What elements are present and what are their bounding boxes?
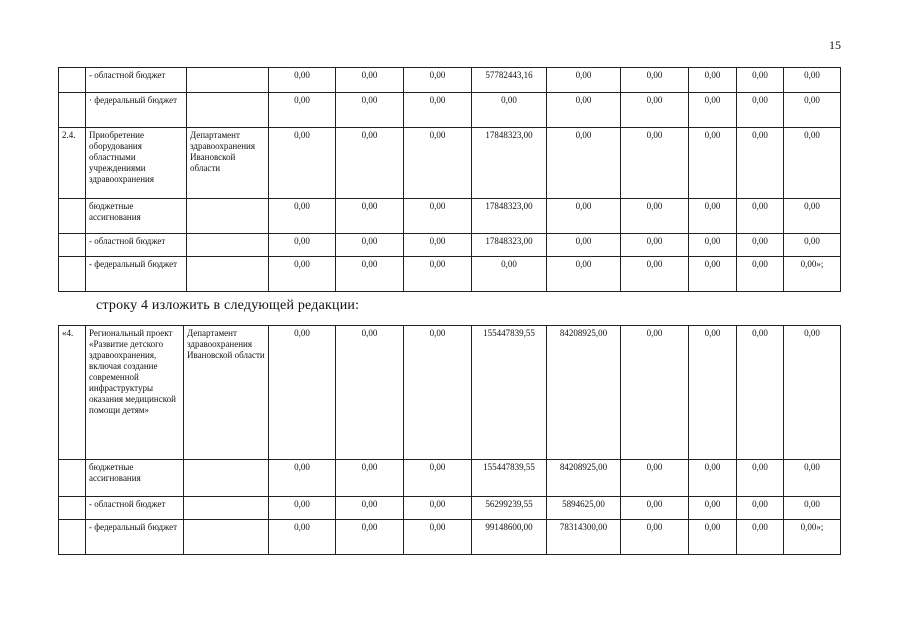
value-cell: 0,00 xyxy=(472,257,547,292)
value-cell: 0,00 xyxy=(737,520,784,555)
value-cell: 0,00 xyxy=(784,234,841,257)
value-cell: 0,00 xyxy=(689,460,737,497)
table-row xyxy=(59,68,841,93)
value-cell: 17848323,00 xyxy=(472,128,547,199)
value-cell: 0,00 xyxy=(336,68,404,93)
value-cell: 0,00 xyxy=(269,460,336,497)
value-cell: 0,00 xyxy=(269,128,336,199)
row-number-cell xyxy=(59,460,86,497)
value-cell: 0,00 xyxy=(269,93,336,128)
amendment-instruction: строку 4 изложить в следующей редакции: xyxy=(96,298,360,313)
value-cell: 0,00 xyxy=(336,460,404,497)
item-name-cell: - федеральный бюджет xyxy=(86,520,184,555)
executor-cell xyxy=(187,68,269,93)
value-cell: 0,00 xyxy=(689,497,737,520)
value-cell: 0,00 xyxy=(621,497,689,520)
executor-cell xyxy=(187,93,269,128)
value-cell: 0,00 xyxy=(547,93,621,128)
table-row xyxy=(59,326,841,460)
value-cell: 0,00 xyxy=(689,93,737,128)
value-cell: 0,00 xyxy=(547,68,621,93)
row-number-cell xyxy=(59,68,86,93)
value-cell: 0,00 xyxy=(621,199,689,234)
value-cell: 0,00»; xyxy=(784,520,841,555)
value-cell: 0,00 xyxy=(269,326,336,460)
value-cell: 0,00 xyxy=(547,199,621,234)
item-name-cell: - областной бюджет xyxy=(86,497,184,520)
table-body xyxy=(59,68,841,292)
value-cell: 0,00 xyxy=(336,497,404,520)
value-cell: 57782443,16 xyxy=(472,68,547,93)
value-cell: 0,00 xyxy=(404,326,472,460)
value-cell: 99148600,00 xyxy=(472,520,547,555)
budget-table-continued xyxy=(58,67,841,292)
value-cell: 0,00 xyxy=(784,460,841,497)
executor-cell xyxy=(187,257,269,292)
value-cell: 5894625,00 xyxy=(547,497,621,520)
value-cell: 0,00 xyxy=(784,128,841,199)
item-name-cell: бюджетные ассигнования xyxy=(86,460,184,497)
value-cell: 0,00 xyxy=(689,199,737,234)
value-cell: 0,00 xyxy=(336,520,404,555)
value-cell: 0,00 xyxy=(269,520,336,555)
value-cell: 0,00 xyxy=(404,257,472,292)
value-cell: 0,00 xyxy=(737,326,784,460)
value-cell: 0,00 xyxy=(737,93,784,128)
value-cell: 0,00 xyxy=(689,520,737,555)
item-name-cell: - областной бюджет xyxy=(86,68,187,93)
value-cell: 17848323,00 xyxy=(472,234,547,257)
value-cell: 0,00 xyxy=(737,199,784,234)
budget-table-row-4 xyxy=(58,325,841,555)
value-cell: 78314300,00 xyxy=(547,520,621,555)
item-name-cell: бюджетные ассигнования xyxy=(86,199,187,234)
value-cell: 0,00 xyxy=(404,520,472,555)
value-cell: 0,00 xyxy=(689,326,737,460)
value-cell: 0,00 xyxy=(621,68,689,93)
value-cell: 0,00 xyxy=(404,234,472,257)
table-row xyxy=(59,460,841,497)
table-row xyxy=(59,128,841,199)
value-cell: 0,00 xyxy=(621,93,689,128)
value-cell: 0,00 xyxy=(621,520,689,555)
value-cell: 0,00 xyxy=(404,497,472,520)
value-cell: 0,00 xyxy=(547,234,621,257)
value-cell: 0,00 xyxy=(621,128,689,199)
table-body xyxy=(59,326,841,555)
value-cell: 0,00 xyxy=(336,93,404,128)
row-number-cell xyxy=(59,497,86,520)
value-cell: 0,00 xyxy=(336,326,404,460)
value-cell: 0,00 xyxy=(621,326,689,460)
item-name-cell: Приобретение оборудования областными учреждениями здравоохранения xyxy=(86,128,187,199)
value-cell: 0,00 xyxy=(269,199,336,234)
value-cell: 0,00 xyxy=(269,257,336,292)
value-cell: 0,00 xyxy=(404,460,472,497)
value-cell: 0,00 xyxy=(737,128,784,199)
value-cell: 0,00 xyxy=(737,460,784,497)
table-row xyxy=(59,199,841,234)
value-cell: 84208925,00 xyxy=(547,326,621,460)
value-cell: 0,00 xyxy=(737,68,784,93)
executor-cell xyxy=(187,199,269,234)
executor-cell: Департамент здравоохранения Ивановской области xyxy=(187,128,269,199)
executor-cell xyxy=(184,520,269,555)
value-cell: 0,00 xyxy=(404,93,472,128)
row-number-cell xyxy=(59,520,86,555)
value-cell: 0,00 xyxy=(784,326,841,460)
value-cell: 0,00 xyxy=(621,460,689,497)
value-cell: 0,00 xyxy=(269,234,336,257)
value-cell: 0,00 xyxy=(689,234,737,257)
value-cell: 0,00 xyxy=(621,234,689,257)
value-cell: 0,00 xyxy=(404,128,472,199)
item-name-cell: - областной бюджет xyxy=(86,234,187,257)
page-number: 15 xyxy=(829,38,841,52)
value-cell: 0,00»; xyxy=(784,257,841,292)
value-cell: 0,00 xyxy=(737,257,784,292)
table-row xyxy=(59,497,841,520)
value-cell: 0,00 xyxy=(269,497,336,520)
value-cell: 0,00 xyxy=(689,68,737,93)
value-cell: 0,00 xyxy=(404,68,472,93)
value-cell: 0,00 xyxy=(336,234,404,257)
row-number-cell xyxy=(59,199,86,234)
item-name-cell: Региональный проект «Развитие детского здравоохранения, включая создание современной инфраструктуры оказания медицинской помощи детям» xyxy=(86,326,184,460)
value-cell: 0,00 xyxy=(737,234,784,257)
value-cell: 0,00 xyxy=(621,257,689,292)
value-cell: 0,00 xyxy=(336,199,404,234)
value-cell: 0,00 xyxy=(689,257,737,292)
item-name-cell: - федеральный бюджет xyxy=(86,257,187,292)
value-cell: 84208925,00 xyxy=(547,460,621,497)
value-cell: 0,00 xyxy=(269,68,336,93)
value-cell: 155447839,55 xyxy=(472,326,547,460)
value-cell: 56299239,55 xyxy=(472,497,547,520)
value-cell: 0,00 xyxy=(472,93,547,128)
table-row xyxy=(59,257,841,292)
value-cell: 0,00 xyxy=(784,497,841,520)
value-cell: 17848323,00 xyxy=(472,199,547,234)
executor-cell xyxy=(184,460,269,497)
value-cell: 0,00 xyxy=(784,93,841,128)
value-cell: 0,00 xyxy=(737,497,784,520)
value-cell: 0,00 xyxy=(336,257,404,292)
value-cell: 155447839,55 xyxy=(472,460,547,497)
executor-cell xyxy=(187,234,269,257)
row-number-cell xyxy=(59,257,86,292)
row-number-cell xyxy=(59,93,86,128)
table-row xyxy=(59,520,841,555)
value-cell: 0,00 xyxy=(689,128,737,199)
row-number-cell: «4. xyxy=(59,326,86,460)
value-cell: 0,00 xyxy=(547,257,621,292)
value-cell: 0,00 xyxy=(547,128,621,199)
row-number-cell xyxy=(59,234,86,257)
value-cell: 0,00 xyxy=(336,128,404,199)
value-cell: 0,00 xyxy=(784,199,841,234)
value-cell: 0,00 xyxy=(784,68,841,93)
executor-cell xyxy=(184,497,269,520)
item-name-cell: · федеральный бюджет xyxy=(86,93,187,128)
value-cell: 0,00 xyxy=(404,199,472,234)
table-row xyxy=(59,93,841,128)
row-number-cell: 2.4. xyxy=(59,128,86,199)
table-row xyxy=(59,234,841,257)
executor-cell: Департамент здравоохранения Ивановской области xyxy=(184,326,269,460)
